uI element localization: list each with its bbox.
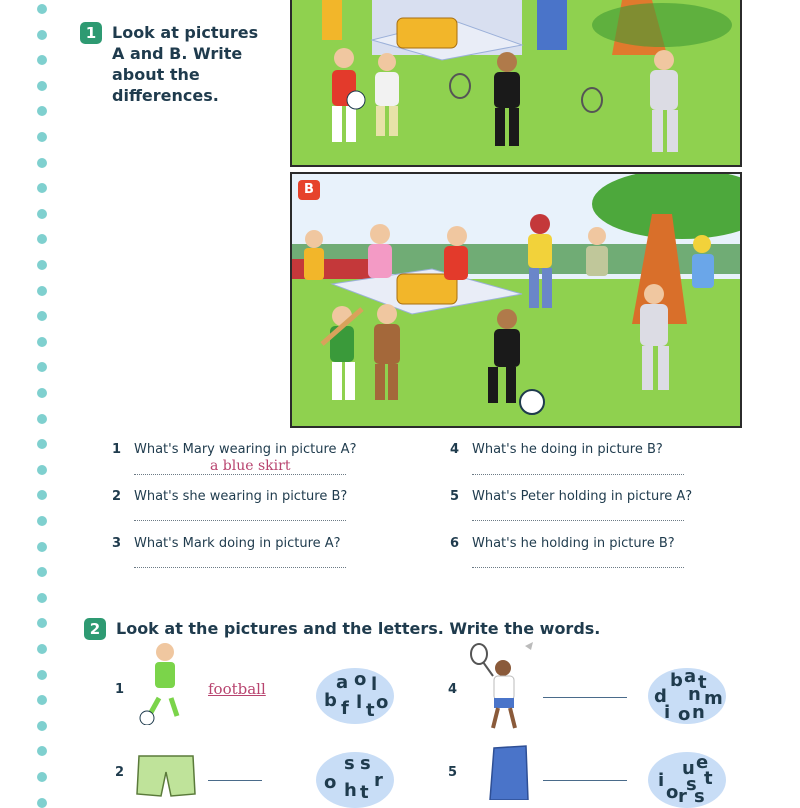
- binding-dot: [37, 618, 47, 628]
- item-1-answer: football: [208, 680, 266, 698]
- item-4-answer-blank[interactable]: [543, 697, 627, 698]
- letter: u: [682, 758, 695, 779]
- letter: e: [696, 752, 709, 773]
- letter: n: [688, 684, 701, 705]
- binding-dot: [37, 209, 47, 219]
- binding-dot: [37, 746, 47, 756]
- binding-dot: [37, 183, 47, 193]
- picture-b-label: B: [298, 180, 320, 200]
- answer-line-3[interactable]: [134, 567, 346, 568]
- item-4-letter-bubble: [648, 668, 726, 724]
- question-5: 5 What's Peter holding in picture A?: [450, 489, 693, 504]
- question-6: 6 What's he holding in picture B?: [450, 536, 675, 551]
- binding-dot: [37, 30, 47, 40]
- letter: n: [692, 702, 705, 723]
- letter: s: [686, 774, 697, 795]
- item-4-number: 4: [448, 682, 458, 697]
- letter: t: [698, 672, 707, 693]
- binding-dot: [37, 465, 47, 475]
- letter: f: [341, 698, 349, 719]
- binding-dot: [37, 106, 47, 116]
- letter: a: [684, 666, 697, 687]
- question-3: 3 What's Mark doing in picture A?: [112, 536, 341, 551]
- item-1-letter-bubble: [316, 668, 394, 724]
- binding-dot: [37, 337, 47, 347]
- binding-dot: [37, 567, 47, 577]
- binding-dot: [37, 311, 47, 321]
- binding-dot: [37, 260, 47, 270]
- picture-a: [290, 0, 742, 167]
- letter: h: [344, 780, 357, 801]
- letter: l: [356, 692, 363, 713]
- exercise-1-instruction: Look at pictures A and B. Write about the differences.: [112, 23, 259, 105]
- binding-dot: [37, 695, 47, 705]
- answer-line-5[interactable]: [472, 520, 684, 521]
- badminton-player-picture: [465, 640, 535, 732]
- binding-dot: [37, 798, 47, 808]
- binding-dot: [37, 516, 47, 526]
- letter: o: [324, 772, 337, 793]
- letter: r: [374, 770, 383, 791]
- question-4: 4 What's he doing in picture B?: [450, 442, 663, 457]
- spiral-binding: [34, 0, 50, 800]
- answer-line-2[interactable]: [134, 520, 346, 521]
- picture-b: [290, 172, 742, 428]
- letter: l: [371, 674, 378, 695]
- letter: o: [354, 669, 367, 690]
- letter: d: [654, 686, 667, 707]
- binding-dot: [37, 55, 47, 65]
- item-2-answer-blank[interactable]: [208, 780, 262, 781]
- shorts-picture: [135, 752, 197, 800]
- binding-dot: [37, 490, 47, 500]
- binding-dot: [37, 593, 47, 603]
- binding-dot: [37, 4, 47, 14]
- binding-dot: [37, 644, 47, 654]
- answer-line-4[interactable]: [472, 474, 684, 475]
- binding-dot: [37, 286, 47, 296]
- binding-dot: [37, 670, 47, 680]
- binding-dot: [37, 414, 47, 424]
- letter: a: [336, 672, 349, 693]
- binding-dot: [37, 234, 47, 244]
- letter: t: [366, 700, 375, 721]
- binding-dot: [37, 542, 47, 552]
- exercise-2-instruction: Look at the pictures and the letters. Write the words.: [116, 619, 601, 638]
- letter: i: [664, 702, 671, 723]
- picture-b-illustration: [292, 174, 740, 426]
- letter: b: [670, 670, 683, 691]
- letter: i: [658, 770, 665, 791]
- question-2: 2 What's she wearing in picture B?: [112, 489, 348, 504]
- letter: t: [360, 782, 369, 803]
- item-5-answer-blank[interactable]: [543, 780, 627, 781]
- footballer-picture: [135, 640, 195, 725]
- letter: b: [324, 690, 337, 711]
- answer-1: a blue skirt: [210, 458, 291, 474]
- letter: t: [704, 768, 713, 789]
- answer-line-6[interactable]: [472, 567, 684, 568]
- exercise-2-number: 2: [84, 618, 106, 640]
- item-2-number: 2: [115, 765, 125, 780]
- binding-dot: [37, 721, 47, 731]
- letter: s: [344, 753, 355, 774]
- question-1: 1 What's Mary wearing in picture A?: [112, 442, 357, 457]
- binding-dot: [37, 132, 47, 142]
- answer-line-1[interactable]: [134, 474, 346, 475]
- binding-dot: [37, 158, 47, 168]
- letter: r: [678, 786, 687, 807]
- letter: m: [704, 688, 723, 709]
- letter: s: [694, 786, 705, 807]
- trousers-picture: [484, 744, 534, 800]
- letter: o: [678, 704, 691, 725]
- binding-dot: [37, 81, 47, 91]
- item-5-number: 5: [448, 765, 458, 780]
- binding-dot: [37, 362, 47, 372]
- exercise-1-number: 1: [80, 22, 102, 44]
- picture-a-illustration: [292, 0, 740, 165]
- binding-dot: [37, 772, 47, 782]
- item-1-number: 1: [115, 682, 125, 697]
- binding-dot: [37, 439, 47, 449]
- binding-dot: [37, 388, 47, 398]
- letter: o: [666, 782, 679, 803]
- letter: s: [360, 753, 371, 774]
- letter: o: [376, 692, 389, 713]
